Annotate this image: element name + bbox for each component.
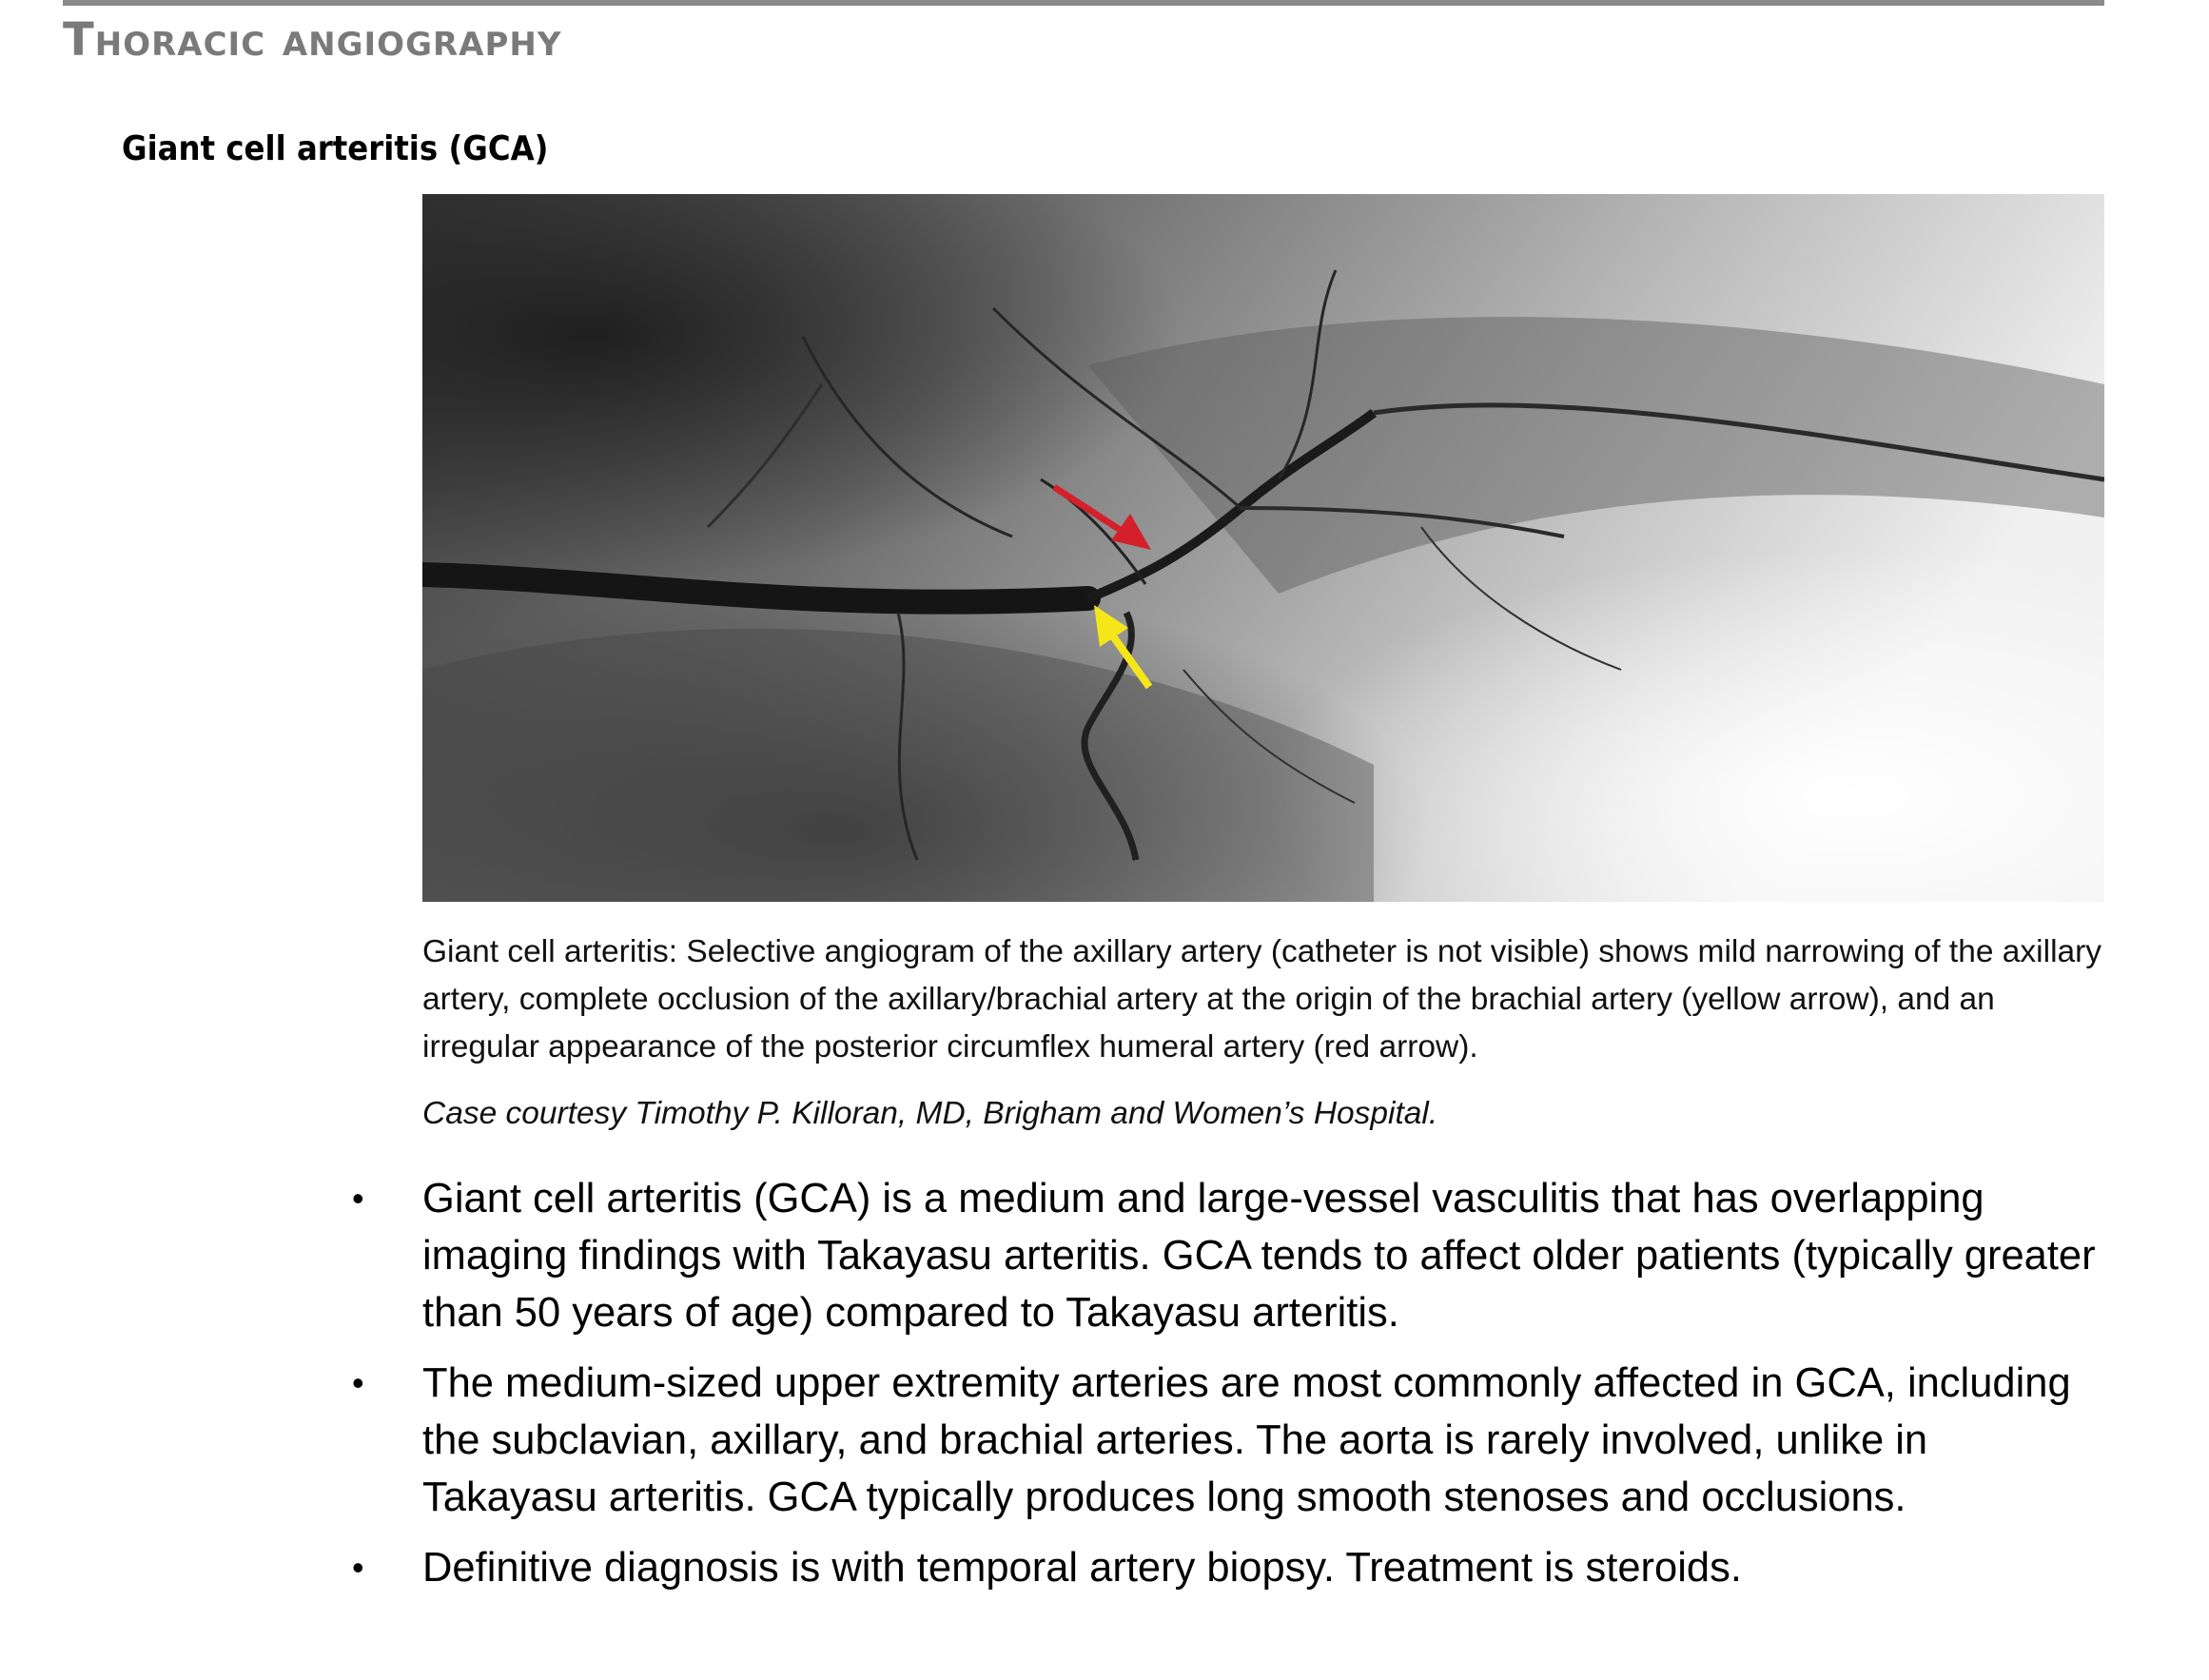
top-rule xyxy=(63,0,2104,6)
bullet-text: Giant cell arteritis (GCA) is a medium and large-vessel vasculitis that has overlapping imaging findings with Takayasu arteritis. GCA tends to affect older patients (typically greater than 50 years of age) compared to Takayasu arteritis. xyxy=(422,1176,2096,1336)
angiogram-figure xyxy=(422,194,2104,902)
bullet-icon: • xyxy=(352,1363,364,1402)
bullet-list xyxy=(352,1170,2112,1610)
list-item xyxy=(352,1170,2112,1341)
bullet-text: The medium-sized upper extremity arteries are most commonly affected in GCA, including the subclavian, axillary, and brachial arteries. The aorta is rarely involved, unlike in Takayasu arteritis. GCA typically produces long smooth stenoses and occlusions. xyxy=(422,1360,2071,1520)
list-item xyxy=(352,1355,2112,1526)
section-heading: Giant cell arteritis (GCA) xyxy=(122,129,549,168)
page-title: Thoracic angiography xyxy=(63,13,562,67)
bullet-icon: • xyxy=(352,1179,364,1218)
angiogram-image xyxy=(422,194,2104,902)
bullet-icon: • xyxy=(352,1548,364,1587)
figure-credit: Case courtesy Timothy P. Killoran, MD, Brigham and Women’s Hospital. xyxy=(422,1096,1438,1131)
figure-caption: Giant cell arteritis: Selective angiogram of the axillary artery (catheter is not visible) shows mild narrowing of the axillary artery, complete occlusion of the axillary/brachial artery at the origin of the brachial artery (yellow arrow), and an irregular appearance of the posterior circumflex humeral artery (red arrow). xyxy=(422,934,2102,1065)
bullet-text: Definitive diagnosis is with temporal artery biopsy. Treatment is steroids. xyxy=(422,1545,1742,1591)
list-item xyxy=(352,1539,2112,1596)
